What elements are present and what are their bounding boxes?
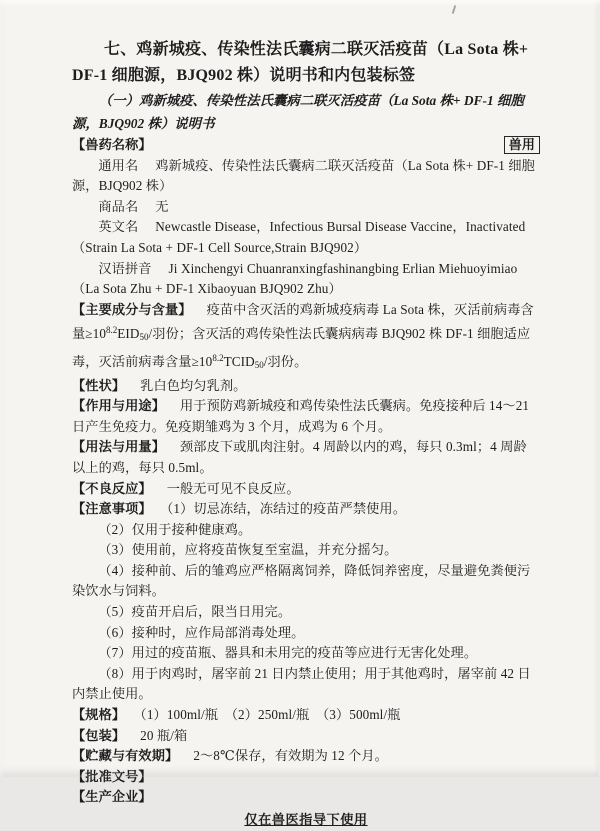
composition-text-5: /羽份。 — [263, 353, 308, 369]
section-label-indications: 【作用与用途】 — [72, 398, 166, 414]
precaution-item: （6）接种时，应作局部消毒处理。 — [98, 624, 305, 640]
term-trade-name: 商品名 — [98, 198, 139, 214]
composition-text-3: /羽份；含灭活的鸡传染性法氏囊病病毒 BJQ902 株 DF-1 细胞适应毒，灭活前病毒含量≥10 — [72, 326, 531, 369]
dosage-text: 颈部皮下或肌肉注射。4 周龄以内的鸡，每只 0.3ml；4 周龄以上的鸡，每只 0.5ml。 — [72, 439, 527, 475]
section-storage — [72, 746, 540, 767]
footer-note — [72, 809, 540, 831]
footer-note-text: 仅在兽医指导下使用 — [244, 812, 368, 827]
precaution-item: （7）用过的疫苗瓶、器具和未用完的疫苗等应进行无害化处理。 — [98, 645, 478, 661]
composition-subscript-1: 50 — [139, 332, 149, 343]
section-label-composition: 【主要成分与含量】 — [72, 301, 192, 317]
doc-subtitle: （一）鸡新城疫、传染性法氏囊病二联灭活疫苗（La Sota 株+ DF-1 细胞源，BJQ902 株）说明书 — [72, 93, 524, 131]
precaution-item-1: （1）切忌冻结，冻结过的疫苗严禁使用。 — [166, 501, 407, 517]
section-label-specification: 【规格】 — [72, 707, 126, 723]
value-generic-name: 鸡新城疫、传染性法氏囊病二联灭活疫苗（La Sota 株+ DF-1 细胞源，BJQ902 株） — [72, 157, 535, 194]
section-label-approval-number: 【批准文号】 — [72, 768, 152, 784]
section-drug-name — [72, 135, 540, 156]
veterinary-use-badge: 兽用 — [504, 136, 540, 154]
composition-text-2: EID — [117, 326, 140, 342]
entry-english-name — [72, 217, 540, 258]
section-composition — [72, 300, 540, 376]
section-label-drug-name: 【兽药名称】 — [72, 137, 152, 152]
section-indications — [72, 396, 540, 437]
term-pinyin-name: 汉语拼音 — [98, 260, 152, 276]
term-english-name: 英文名 — [98, 219, 139, 235]
section-specification — [72, 705, 540, 726]
term-generic-name: 通用名 — [98, 157, 139, 173]
section-label-properties: 【性状】 — [72, 377, 126, 393]
entry-trade-name — [72, 197, 540, 218]
section-label-manufacturer: 【生产企业】 — [72, 789, 152, 805]
section-properties — [72, 376, 540, 397]
precaution-item: （4）接种前、后的雏鸡应严格隔离饲养，降低饲养密度，尽量避免粪便污染饮水与饲料。 — [72, 562, 531, 599]
section-manufacturer — [72, 787, 540, 808]
doc-title: 七、鸡新城疫、传染性法氏囊病二联灭活疫苗（La Sota 株+ DF-1 细胞源，BJQ902 株）说明书和内包装标签 — [72, 41, 529, 84]
packaging-text: 20 瓶/箱 — [140, 727, 188, 743]
composition-text-4: TCID — [223, 353, 255, 369]
entry-generic-name — [72, 156, 540, 197]
section-adverse-reactions — [72, 479, 540, 500]
indications-text: 用于预防鸡新城疫和鸡传染性法氏囊病。免疫接种后 14～21 日产生免疫力。免疫期雏鸡为 3 个月，成鸡为 6 个月。 — [72, 398, 530, 434]
composition-text-1: 疫苗中含灭活的鸡新城疫病毒 La Sota 株，灭活前病毒含量≥10 — [72, 301, 534, 342]
value-english-name: Newcastle Disease，Infectious Bursal Disease Vaccine，Inactivated（Strain La Sota + DF-1 Cell Source,Strain BJQ902） — [72, 219, 526, 255]
precaution-item: （5）疫苗开启后，限当日用完。 — [98, 604, 292, 620]
composition-exponent-2: 8.2 — [212, 352, 224, 363]
value-pinyin-name: Ji Xinchengyi Chuanranxingfashinangbing Erlian Miehuoyimiao（La Sota Zhu + DF-1 Xibaoyuan BJQ902 Zhu） — [72, 260, 518, 297]
value-trade-name: 无 — [155, 198, 169, 214]
precaution-item: （8）用于肉鸡时，屠宰前 21 日内禁止使用；用于其他鸡时，屠宰前 42 日内禁止使用。 — [72, 665, 531, 702]
specification-text: （1）100ml/瓶 （2）250ml/瓶 （3）500ml/瓶 — [140, 707, 401, 723]
section-label-precautions: 【注意事项】 — [72, 501, 152, 517]
section-precautions — [72, 499, 540, 520]
section-label-adverse-reactions: 【不良反应】 — [72, 480, 152, 496]
properties-text: 乳白色均匀乳剂。 — [140, 377, 247, 393]
composition-exponent-1: 8.2 — [106, 325, 118, 336]
storage-text: 2～8℃保存，有效期为 12 个月。 — [193, 748, 388, 764]
section-label-dosage: 【用法与用量】 — [72, 439, 166, 455]
precaution-item: （3）使用前，应将疫苗恢复至室温，并充分摇匀。 — [98, 542, 398, 558]
section-approval-number — [72, 767, 540, 788]
precaution-item: （2）仅用于接种健康鸡。 — [98, 521, 252, 537]
entry-pinyin-name — [72, 259, 540, 300]
section-dosage — [72, 437, 540, 478]
section-packaging — [72, 726, 540, 747]
composition-subscript-2: 50 — [254, 359, 264, 370]
section-label-storage: 【贮藏与有效期】 — [72, 748, 179, 764]
section-label-packaging: 【包装】 — [72, 727, 126, 743]
adverse-reactions-text: 一般无可见不良反应。 — [166, 480, 300, 496]
